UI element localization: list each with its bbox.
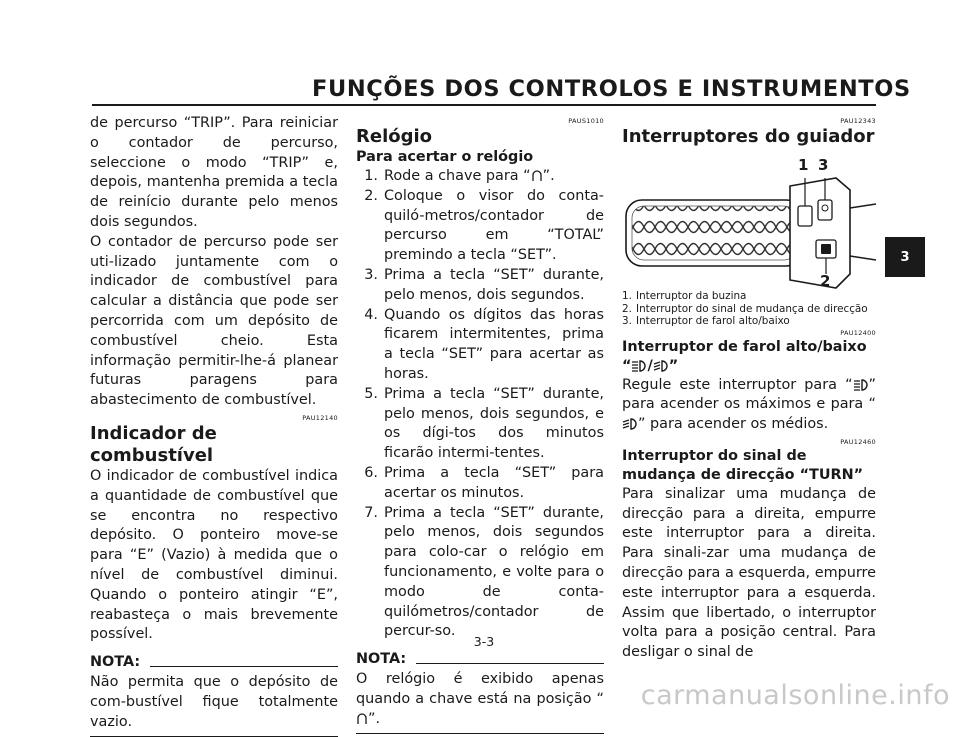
paragraph-part: ” para acender os médios. xyxy=(638,416,829,433)
column-3 xyxy=(622,114,876,663)
list-item xyxy=(356,504,604,643)
list-item xyxy=(356,187,604,266)
note-rule xyxy=(150,666,338,667)
figure-label-2: 2 xyxy=(820,272,831,290)
high-beam-icon xyxy=(853,379,869,391)
figure-captions xyxy=(622,290,876,328)
step-number: 6. xyxy=(364,464,378,481)
step-number: 2. xyxy=(364,187,378,204)
paragraph-trip-reset: de percurso “TRIP”. Para reiniciar o contador de percurso, seleccione o modo “TRIP” e, depois, mantenha premida a tecla de reinício durante pelo menos dois segundos. xyxy=(90,115,338,230)
step-number: 7. xyxy=(364,504,378,521)
section-heading-clock: Relógio xyxy=(356,126,433,147)
paragraph-fuel-gauge: O indicador de combustível indica a quantidade de combustível que se encontra no respectivo depósito. O ponteiro move-se para “E” (Vazio) à medida que o nível de combustível diminui. Quando o ponteiro atingir “E”, reabasteça o mais brevemente possível. xyxy=(90,467,338,643)
note-text xyxy=(356,670,604,729)
low-beam-icon xyxy=(653,360,669,372)
watermark: carmanualsonline.info xyxy=(640,680,950,711)
note-label: NOTA: xyxy=(90,654,141,671)
handlebar-illustration xyxy=(622,150,876,290)
clock-steps-list xyxy=(356,167,604,642)
step-text: Quando os dígitos das horas ficarem intermitentes, prima a tecla “SET” para acertar as horas. xyxy=(384,306,604,382)
caption-number: 1. xyxy=(622,290,632,302)
step-number: 1. xyxy=(364,168,378,184)
chapter-tab: 3 xyxy=(885,237,925,277)
caption-item xyxy=(622,303,876,316)
section-heading-handlebar-switches: Interruptores do guiador xyxy=(622,126,875,147)
caption-text: Interruptor do sinal de mudança de direcção xyxy=(636,302,868,315)
section-code: PAU12140 xyxy=(302,413,338,422)
caption-number: 3. xyxy=(622,315,632,327)
figure-label-3: 3 xyxy=(818,156,829,174)
note-label: NOTA: xyxy=(356,651,407,668)
section-heading-fuel-gauge: Indicador de combustível xyxy=(90,422,217,466)
page-number: 3-3 xyxy=(473,634,495,649)
subheading-high-low-beam: Interruptor de farol alto/baixo “ / ” xyxy=(622,338,867,374)
step-number: 3. xyxy=(364,266,378,283)
step-text-post: ”. xyxy=(542,168,555,184)
section-code: PAUS1010 xyxy=(568,117,604,125)
caption-number: 2. xyxy=(622,302,632,315)
subheading-turn-signal: Interruptor do sinal de mudança de direcção “TURN” xyxy=(622,447,864,483)
step-text-pre: Rode a chave para “ xyxy=(384,168,531,184)
note-header xyxy=(90,653,338,673)
list-item xyxy=(356,266,604,306)
step-number: 4. xyxy=(364,306,378,323)
caption-text: Interruptor de farol alto/baixo xyxy=(636,315,790,327)
step-text: Coloque o visor do conta-quiló-metros/contador de percurso em “TOTAL” premindo a tecla “SET”. xyxy=(384,187,604,264)
step-text xyxy=(384,167,604,187)
page-header-title: FUNÇÕES DOS CONTROLOS E INSTRUMENTOS xyxy=(312,76,911,102)
step-text: Prima a tecla “SET” para acertar os minutos. xyxy=(384,464,604,501)
figure-label-1: 1 xyxy=(798,156,809,174)
step-text: Prima a tecla “SET” durante, pelo menos, dois segundos, e os dígi-tos dos minutos ficarão intermi-tentes. xyxy=(384,385,604,462)
note-end-rule xyxy=(356,733,604,734)
section-code: PAU12460 xyxy=(840,437,876,446)
paragraph-high-low-beam xyxy=(622,376,876,435)
list-item xyxy=(356,464,604,504)
caption-item xyxy=(622,315,876,328)
subheading-text-post: ” xyxy=(668,357,679,374)
key-on-icon xyxy=(356,712,368,725)
note-text: Não permita que o depósito de com-bustível fique totalmente vazio. xyxy=(90,673,338,730)
header-rule xyxy=(92,104,876,106)
step-text: Prima a tecla “SET” durante, pelo menos, dois segundos. xyxy=(384,266,604,303)
list-item xyxy=(356,167,604,187)
caption-item xyxy=(622,290,876,303)
handlebar-switches-figure xyxy=(622,150,876,290)
low-beam-icon xyxy=(622,418,638,430)
list-item xyxy=(356,385,604,464)
note-rule xyxy=(416,663,604,664)
high-beam-icon xyxy=(631,360,647,372)
caption-text: Interruptor da buzina xyxy=(636,290,747,302)
step-number: 5. xyxy=(364,385,378,402)
note-text-pre: O relógio é exibido apenas quando a chave está na posição “ xyxy=(356,670,604,707)
paragraph-trip-usage: O contador de percurso pode ser uti-lizado juntamente com o indicador de combustível para calcular a distância que pode ser percorrida com um depósito de combustível cheio. Esta informação permitir-lhe-á planear futuras paragens para abastecimento de combustível. xyxy=(90,233,338,409)
list-item xyxy=(356,306,604,385)
section-code: PAU12400 xyxy=(840,328,876,337)
paragraph-turn-signal: Para sinalizar uma mudança de direcção para a direita, empurre este interruptor para a direita. Para sinali-zar uma mudança de direcção para a esquerda, empurre este interruptor para a esquerda. Assim que libertado, o interruptor volta para a posição central. Para desligar o sinal de xyxy=(622,485,876,661)
note-header xyxy=(356,650,604,670)
subheading-text-pre: Interruptor de farol alto/baixo “ xyxy=(622,338,867,374)
note-text-post: ”. xyxy=(368,710,381,727)
paragraph-part: ” para acender os máximos e para “ xyxy=(622,376,876,413)
column-1 xyxy=(90,114,338,737)
subheading-set-clock: Para acertar o relógio xyxy=(356,149,534,165)
paragraph-part: Regule este interruptor para “ xyxy=(622,376,853,393)
section-code: PAU12343 xyxy=(840,117,876,125)
key-on-icon xyxy=(531,169,543,182)
step-text: Prima a tecla “SET” durante, pelo menos, dois segundos para colo-car o relógio em funcionamento, e volte para o modo de conta-quilómetros/contador de percur-so. xyxy=(384,504,604,640)
